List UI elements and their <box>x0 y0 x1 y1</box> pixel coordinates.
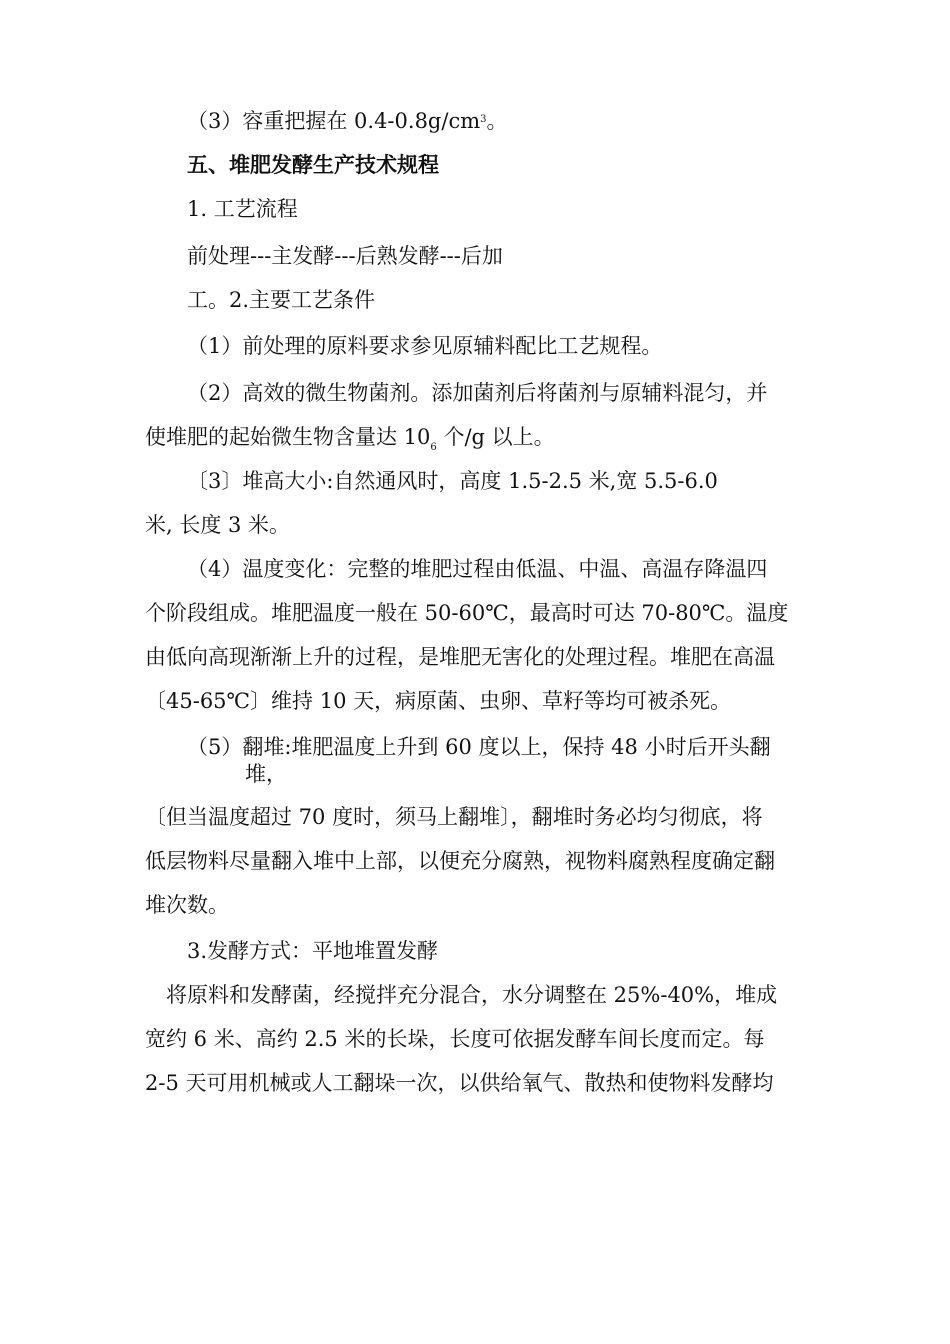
paragraph-line: 使堆肥的起始微生物含量达 $10_6$ 个/g 以上。 <box>145 425 555 453</box>
paragraph-line: 堆， <box>245 762 287 786</box>
paragraph-line: 低层物料尽量翻入堆中上部，以便充分腐熟，视物料腐熟程度确定翻 <box>145 849 775 873</box>
paragraph-line: 堆次数。 <box>145 893 229 917</box>
paragraph-line: （4）温度变化：完整的堆肥过程由低温、中温、高温存降温四 <box>187 557 768 581</box>
paragraph-line: 由低向高现渐渐上升的过程，是堆肥无害化的处理过程。堆肥在高温 <box>145 645 775 669</box>
paragraph-line: 〔45-65℃〕维持 10 天，病原菌、虫卵、草籽等均可被杀死。 <box>145 689 732 713</box>
paragraph-line: 米, 长度 3 米。 <box>145 513 291 537</box>
paragraph-line: 工。2.主要工艺条件 <box>187 288 376 312</box>
paragraph-line: （2）高效的微生物菌剂。添加菌剂后将菌剂与原辅料混匀，并 <box>187 381 768 405</box>
paragraph-line: 宽约 6 米、高约 2.5 米的长垛，长度可依据发酵车间长度而定。每 <box>145 1027 765 1051</box>
paragraph-line: 将原料和发酵菌，经搅拌充分混合，水分调整在 25%-40%，堆成 <box>166 983 778 1007</box>
paragraph-line: 〔但当温度超过 70 度时，须马上翻堆〕，翻堆时务必均匀彻底，将 <box>145 805 763 829</box>
paragraph-line: 〔3〕堆高大小:自然通风时，高度 1.5-2.5 米,宽 5.5-6.0 <box>187 469 718 493</box>
superscript-3: 3 <box>480 114 487 125</box>
section-heading: 五、堆肥发酵生产技术规程 <box>187 152 439 177</box>
paragraph-line: 前处理---主发酵---后熟发酵---后加 <box>187 244 503 268</box>
paragraph-line: 个阶段组成。堆肥温度一般在 50-60℃，最高时可达 70-80℃。温度 <box>145 601 789 625</box>
subheading-process-flow: 1. 工艺流程 <box>187 197 298 221</box>
line-bulk-density: （3）容重把握在 $0.4-0.8g/cm^3$。 <box>187 109 508 133</box>
paragraph-line: （1）前处理的原料要求参见原辅料配比工艺规程。 <box>187 334 663 358</box>
subscript-6: 6 <box>430 442 437 453</box>
subheading-fermentation-method: 3.发酵方式：平地堆置发酵 <box>187 939 439 963</box>
paragraph-line: （5）翻堆:堆肥温度上升到 60 度以上，保持 48 小时后开头翻 <box>187 735 771 759</box>
paragraph-line: 2-5 天可用机械或人工翻垛一次，以供给氧气、散热和使物料发酵均 <box>145 1071 774 1095</box>
